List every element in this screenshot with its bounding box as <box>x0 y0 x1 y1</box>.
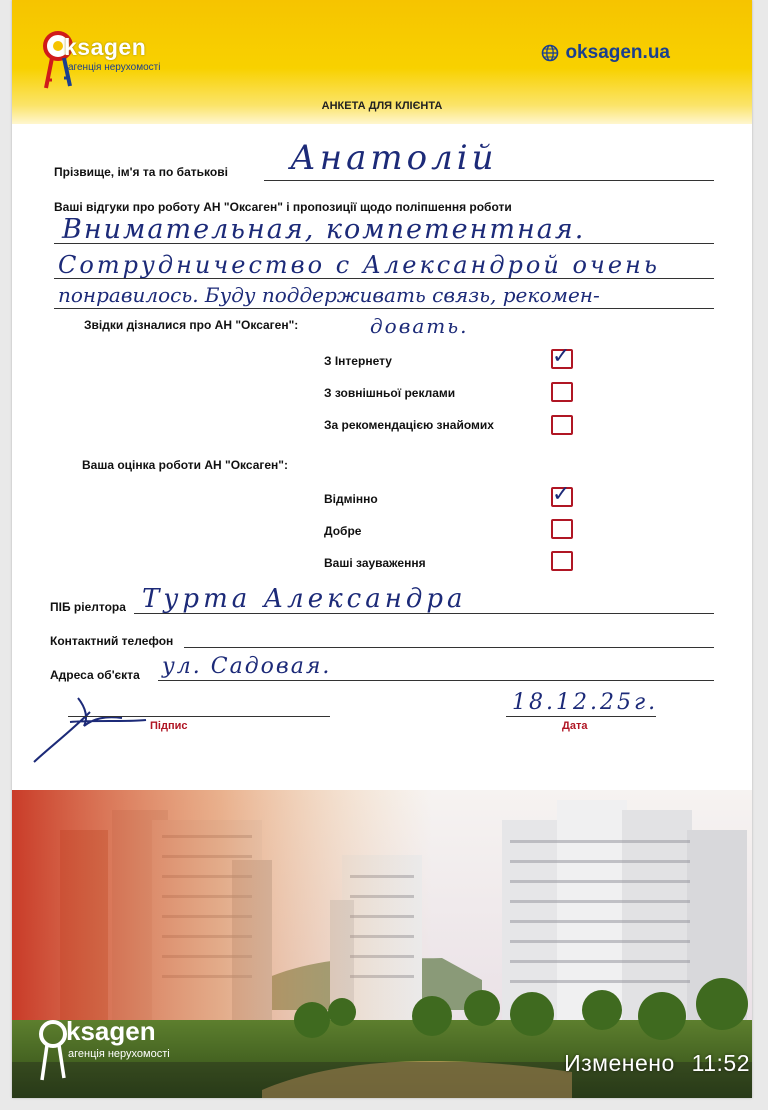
feedback-handwritten-4: довать. <box>370 314 469 338</box>
website-link[interactable] <box>541 42 670 64</box>
signature-scribble <box>30 692 150 766</box>
address-label: Адреса об'єкта <box>50 668 140 682</box>
rating-good-checkbox[interactable] <box>551 519 573 539</box>
logo-tagline: агенція нерухомості <box>68 62 161 73</box>
source-label: Звідки дізналися про АН "Оксаген": <box>84 318 299 332</box>
feedback-handwritten-2: Сотрудничество с Александрой очень <box>58 251 660 279</box>
source-option-ads-label: З зовнішньої реклами <box>324 386 456 400</box>
address-line <box>158 680 714 681</box>
rating-excellent-label: Відмінно <box>324 492 378 506</box>
logo-name: ksagen <box>64 34 147 60</box>
name-handwritten: Анатолій <box>290 138 498 178</box>
website-text: oksagen.ua <box>565 42 670 63</box>
globe-icon <box>541 44 559 62</box>
source-option-internet-label: З Інтернету <box>324 354 392 368</box>
feedback-handwritten-1: Внимательная, компетентная. <box>62 214 586 245</box>
realtor-handwritten: Турта Александра <box>142 584 467 614</box>
address-handwritten: ул. Садовая. <box>162 654 332 679</box>
rating-remarks-label: Ваші зауваження <box>324 556 426 570</box>
date-line <box>506 716 656 717</box>
rating-remarks-checkbox[interactable] <box>551 551 573 571</box>
name-label: Прізвище, ім'я та по батькові <box>54 165 228 179</box>
date-label: Дата <box>562 720 588 732</box>
footer-logo-tagline: агенція нерухомості <box>68 1048 170 1060</box>
source-option-friends-label: За рекомендацією знайомих <box>324 418 494 432</box>
rating-good-label: Добре <box>324 524 362 538</box>
form-title: АНКЕТА ДЛЯ КЛІЄНТА <box>321 100 443 112</box>
checkmark-icon: ✓ <box>552 481 571 506</box>
phone-line <box>184 647 714 648</box>
edited-status-overlay <box>564 1050 750 1077</box>
form-page <box>12 0 752 1098</box>
keys-logo-icon <box>36 1018 70 1084</box>
footer-logo <box>36 1016 236 1086</box>
header-band <box>12 0 752 124</box>
name-line <box>264 180 714 181</box>
checkmark-icon: ✓ <box>552 343 571 368</box>
phone-label: Контактний телефон <box>50 634 174 648</box>
header-logo <box>38 28 198 92</box>
edited-label: Изменено <box>564 1050 675 1076</box>
signature-line <box>68 716 330 717</box>
source-friends-checkbox[interactable] <box>551 415 573 435</box>
rating-excellent-checkbox[interactable] <box>551 481 573 507</box>
feedback-label: Ваші відгуки про роботу АН "Оксаген" і пропозиції щодо поліпшення роботи <box>54 200 512 214</box>
feedback-line-3 <box>54 308 714 309</box>
signature-label: Підпис <box>150 720 188 732</box>
feedback-handwritten-3: понравилось. Буду поддерживать связь, рекомен- <box>58 283 600 307</box>
source-internet-checkbox[interactable] <box>551 343 573 369</box>
source-ads-checkbox[interactable] <box>551 382 573 402</box>
footer-logo-name: ksagen <box>66 1016 156 1046</box>
rating-label: Ваша оцінка роботи АН "Оксаген": <box>82 458 288 472</box>
date-handwritten: 18.12.25г. <box>512 690 659 715</box>
edited-time: 11:52 <box>691 1050 750 1076</box>
realtor-label: ПІБ ріелтора <box>50 600 126 614</box>
